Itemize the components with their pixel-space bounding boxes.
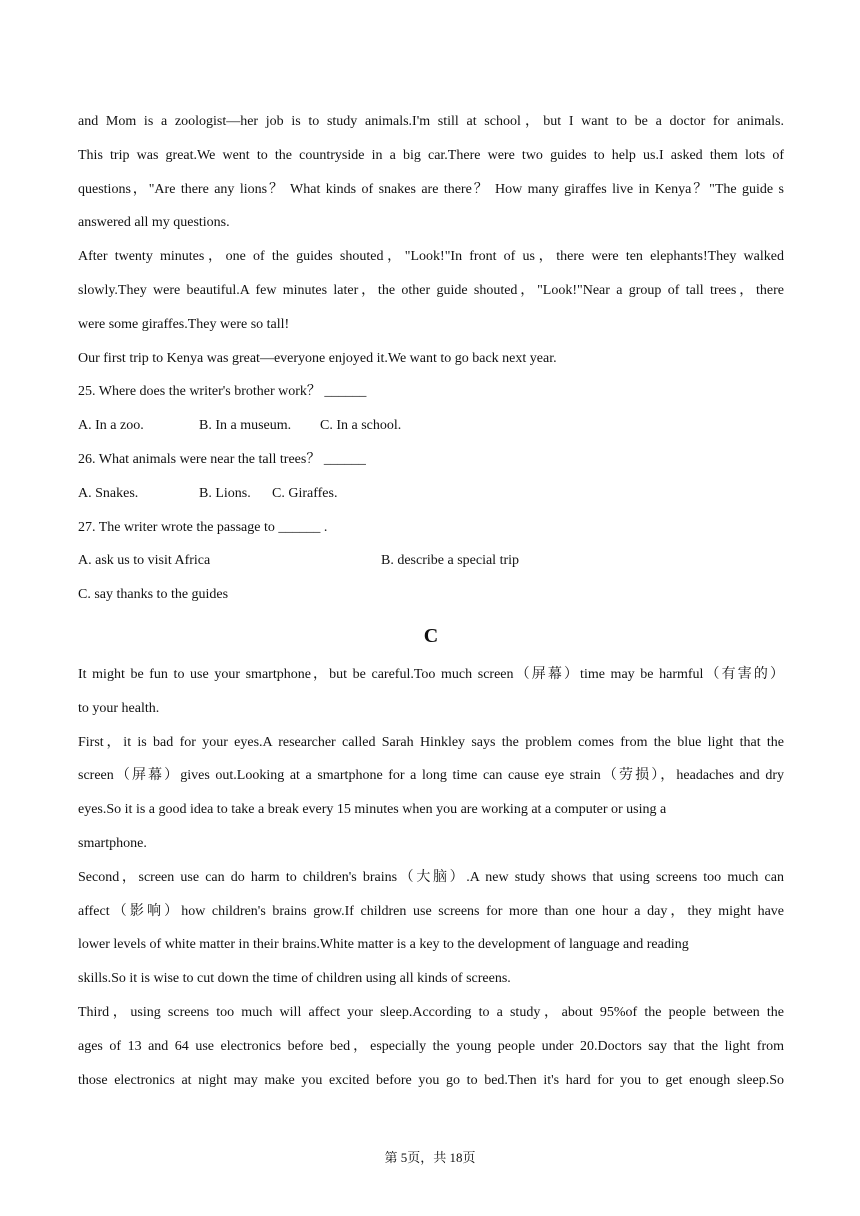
question-options — [78, 477, 784, 511]
option-a: A. Snakes. — [78, 485, 139, 501]
question-options — [78, 544, 784, 578]
question-stem: 25. Where does the writer's brother work？ ______ — [78, 384, 367, 400]
page-content — [78, 105, 784, 1097]
option-c: C. In a school. — [320, 418, 402, 434]
passage-line: answered all my questions. — [78, 215, 230, 231]
option-b: B. describe a special trip — [381, 553, 520, 569]
passage-line: eyes.So it is a good idea to take a break every 15 minutes when you are working at a computer or using a — [78, 802, 667, 818]
question-options — [78, 409, 784, 443]
passage-line: Second，screen use can do harm to children's brains（大脑）.A new study shows that using screens too much can — [78, 869, 784, 885]
question-stem: 27. The writer wrote the passage to ______ . — [78, 519, 328, 535]
option-a: A. In a zoo. — [78, 418, 144, 434]
question-stem: 26. What animals were near the tall trees？ ______ — [78, 451, 366, 467]
passage-line: those electronics at night may make you excited before you go to bed.Then it's hard for you to get enough sleep.So — [78, 1072, 784, 1088]
passage-line: affect（影响）how children's brains grow.If children use screens for more than one hour a day，they might have — [78, 903, 784, 919]
page-number: 第 5页，共 18页 — [384, 1150, 476, 1165]
passage-line: to your health. — [78, 700, 160, 716]
option-c: C. say thanks to the guides — [78, 587, 229, 603]
passage-line: slowly.They were beautiful.A few minutes later，the other guide shouted，"Look!"Near a group of tall trees，there — [78, 282, 784, 298]
passage-b — [78, 105, 784, 375]
passage-line: Our first trip to Kenya was great—everyone enjoyed it.We want to go back next year. — [78, 350, 557, 366]
passage-line: This trip was great.We went to the countryside in a big car.There were two guides to help us.I asked them lots of — [78, 147, 784, 163]
option-b: B. In a museum. — [199, 418, 292, 434]
passage-line: First，it is bad for your eyes.A researcher called Sarah Hinkley says the problem comes from the blue light that the — [78, 734, 784, 750]
passage-line: Third，using screens too much will affect your sleep.According to a study，about 95%of the people between the — [78, 1004, 784, 1020]
option-a: A. ask us to visit Africa — [78, 553, 211, 569]
passage-line: smartphone. — [78, 835, 147, 851]
passage-line: After twenty minutes，one of the guides shouted，"Look!"In front of us，there were ten elephants!They walked — [78, 249, 784, 265]
option-c: C. Giraffes. — [272, 485, 338, 501]
passage-line: were some giraffes.They were so tall! — [78, 316, 290, 332]
passage-line: questions，"Are there any lions？ What kinds of snakes are there？ How many giraffes live in Kenya？"The guide s — [78, 181, 784, 197]
option-b: B. Lions. — [199, 485, 251, 501]
section-heading: C — [423, 624, 439, 647]
passage-line: ages of 13 and 64 use electronics before bed，especially the young people under 20.Doctors say that the light from — [78, 1038, 784, 1054]
passage-line: and Mom is a zoologist—her job is to study animals.I'm still at school，but I want to be a doctor for animals. — [78, 114, 784, 129]
question-25 — [78, 375, 784, 443]
passage-line: skills.So it is wise to cut down the time of children using all kinds of screens. — [78, 971, 511, 987]
question-27 — [78, 511, 784, 612]
passage-line: It might be fun to use your smartphone，but be careful.Too much screen（屏幕）time may be harmful（有害的） — [78, 666, 784, 682]
question-26 — [78, 443, 784, 511]
passage-c — [78, 658, 784, 1097]
passage-line: screen（屏幕）gives out.Looking at a smartphone for a long time can cause eye strain（劳损），headaches and dry — [78, 768, 784, 784]
passage-line: lower levels of white matter in their brains.White matter is a key to the development of language and reading — [78, 937, 689, 953]
